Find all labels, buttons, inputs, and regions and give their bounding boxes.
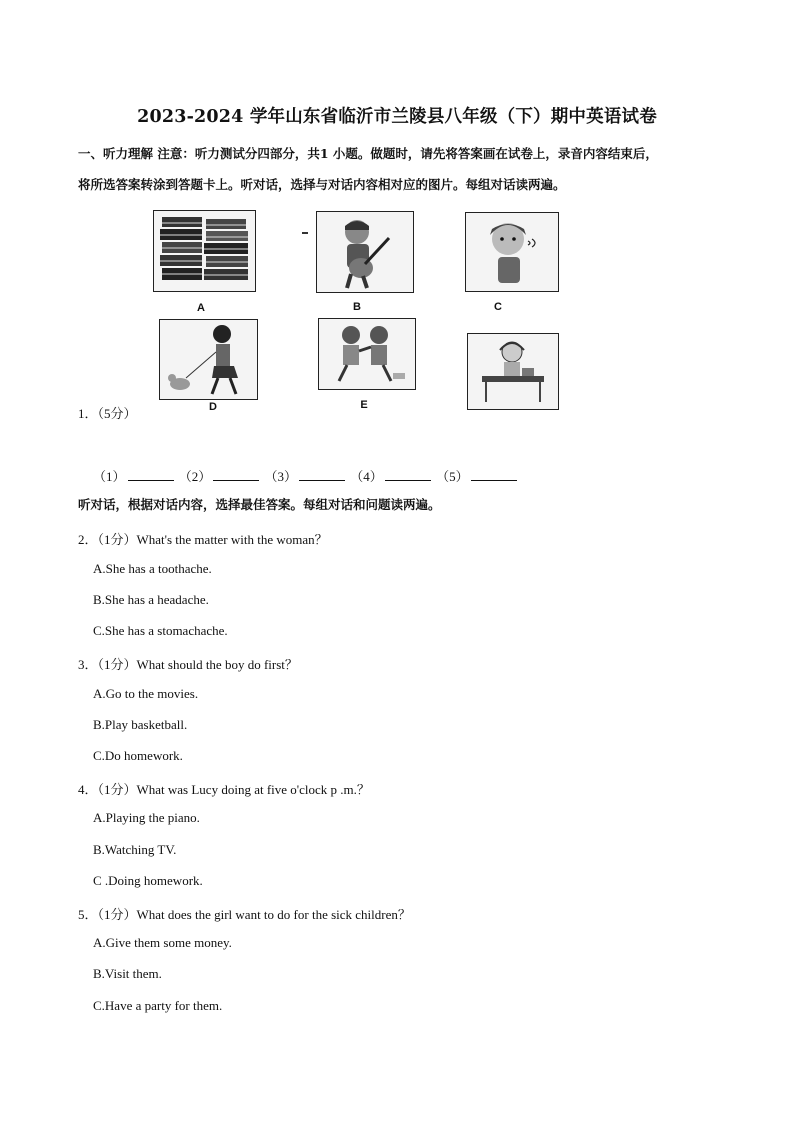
section2-intro: 听对话，根据对话内容，选择最佳答案。每组对话和问题读两遍。 — [78, 497, 441, 512]
question-5-option-b[interactable]: B.Visit them. — [93, 966, 162, 981]
question-2-option-a[interactable]: A.She has a toothache. — [93, 561, 212, 576]
question-1-blanks — [93, 466, 519, 485]
picture-b — [316, 211, 414, 293]
question-3-option-c[interactable]: C.Do homework. — [93, 748, 183, 763]
answer-blank-4[interactable] — [385, 468, 431, 481]
dash-mark — [302, 232, 308, 234]
blank-label-2: （2） — [178, 469, 212, 484]
boy-guitar-icon — [317, 212, 412, 291]
question-4-option-c[interactable]: C .Doing homework. — [93, 873, 203, 888]
girl-cough-icon — [466, 213, 557, 290]
question-2-option-b[interactable]: B.She has a headache. — [93, 592, 209, 607]
question-4-option-a[interactable]: A.Playing the piano. — [93, 810, 200, 825]
question-5-option-c[interactable]: C.Have a party for them. — [93, 998, 223, 1013]
picture-e — [318, 318, 416, 390]
page-title: 2023-2024 学年山东省临沂市兰陵县八年级（下）期中英语试卷 — [137, 107, 657, 127]
girl-walking-dog-icon — [160, 320, 256, 398]
question-3-option-b[interactable]: B.Play basketball. — [93, 717, 188, 732]
blank-label-5: （5） — [436, 469, 469, 484]
picture-f — [467, 333, 559, 410]
blank-label-1: （1） — [93, 469, 126, 484]
question-3-stem: 3．（1分）What should the boy do first？ — [78, 657, 298, 672]
picture-b-label: B — [353, 301, 361, 313]
section1-line1: 一、听力理解 注意：听力测试分四部分，共1 小题。做题时，请先将答案画在试卷上，录音内容结束后， — [78, 146, 658, 161]
answer-blank-1[interactable] — [128, 468, 174, 481]
question-4-option-b[interactable]: B.Watching TV. — [93, 842, 177, 857]
picture-a-label: A — [197, 302, 205, 314]
section1-instructions — [78, 138, 728, 200]
question-1-number: 1．（5分） — [78, 406, 137, 421]
picture-c-label: C — [494, 301, 502, 313]
books-icon — [154, 211, 254, 290]
picture-a — [153, 210, 256, 292]
picture-c — [465, 212, 559, 292]
girl-studying-icon — [468, 334, 557, 408]
answer-blank-3[interactable] — [299, 468, 345, 481]
blank-label-3: （3） — [264, 469, 298, 484]
question-5-option-a[interactable]: A.Give them some money. — [93, 935, 232, 950]
question-4-stem: 4．（1分）What was Lucy doing at five o'clock p .m.？ — [78, 782, 370, 797]
picture-d — [159, 319, 258, 400]
question-3-option-a[interactable]: A.Go to the movies. — [93, 686, 199, 701]
answer-blank-2[interactable] — [213, 468, 259, 481]
question-2-option-c[interactable]: C.She has a stomachache. — [93, 623, 228, 638]
question-2-stem: 2．（1分）What's the matter with the woman？ — [78, 532, 328, 547]
section1-line2: 将所选答案转涂到答题卡上。听对话，选择与对话内容相对应的图片。每组对话读两遍。 — [78, 177, 566, 192]
boys-fighting-icon — [319, 319, 414, 388]
picture-e-label: E — [360, 399, 368, 411]
picture-d-label: D — [209, 401, 217, 413]
blank-label-4: （4） — [350, 469, 383, 484]
answer-blank-5[interactable] — [471, 468, 517, 481]
question-5-stem: 5．（1分）What does the girl want to do for the sick children？ — [78, 907, 411, 922]
